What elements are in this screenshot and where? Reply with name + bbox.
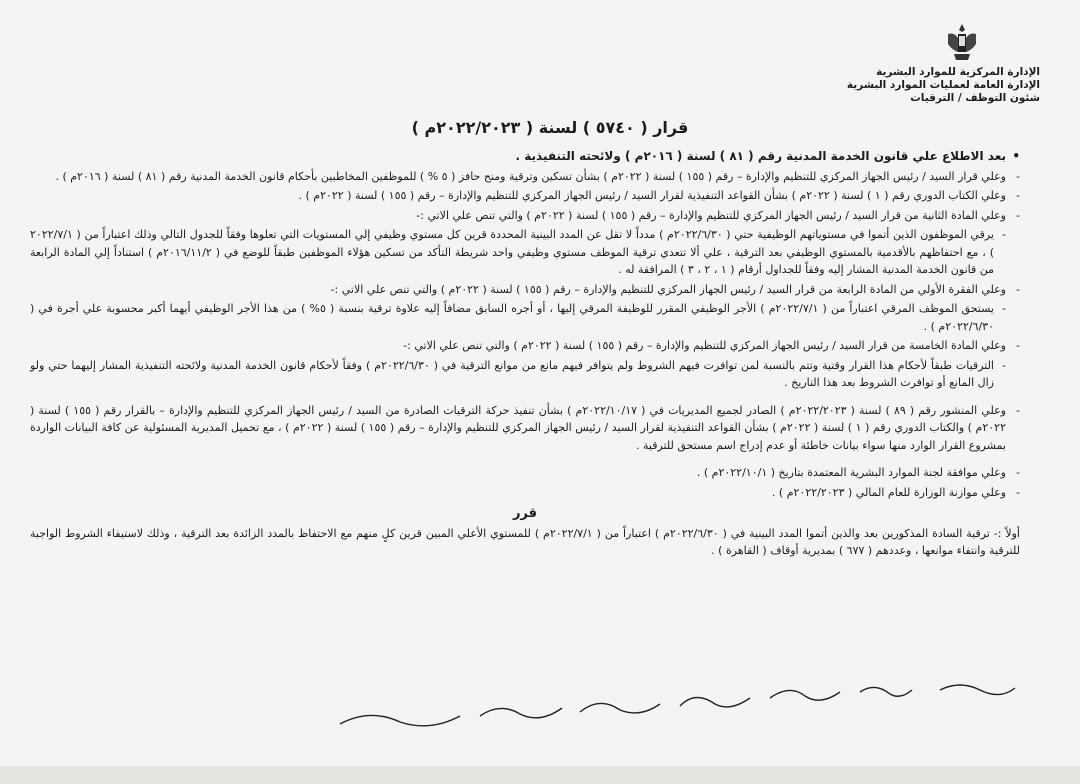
handwritten-signatures — [300, 678, 1020, 738]
page-bottom-edge — [0, 766, 1080, 784]
first-article: أولاً :- ترقية السادة المذكورين بعد والذين أتموا المدد البينية في ( ٢٠٢٢/٦/٣٠م ) اعتباراً من ( ٢٠٢٢/٧/١م ) للمستوي الأعلي المبين قرين كلٍ منهم مع الاحتفاظ بالمدد الزائدة بعد الترقية ، وذلك لاستيفاء الشروط الواجبة للترقية وانتفاء موانعها ، وعددهم ( ٦٧٧ ) بمديرية أوقاف ( القاهرة ) . — [30, 526, 1020, 557]
preamble-item: - وعلي الكتاب الدوري رقم ( ١ ) لسنة ( ٢٠٢٢م ) بشأن القواعد التنفيذية لقرار السيد / رئيس الجهاز المركزي للتنظيم والإدارة – رقم ( ١٥٥ ) لسنة ( ٢٠٢٢م ) . — [30, 187, 1020, 205]
eagle-emblem-icon — [944, 22, 980, 64]
article-5-text: - الترقيات طبقاً لأحكام هذا القرار وقتية وتتم بالنسبة لمن توافرت فيهم الشروط ولم يتوافر فيهم مانع من موانع الترقية في ( ٢٠٢٢/٦/٣٠م ) وفقاً لأحكام قانون الخدمة المدنية ولائحته التنفيذية المشار إليهما حتي ولو زال المانع أو توافرت الشروط بعد هذا التاريخ . — [30, 357, 1020, 392]
approval-item: - وعلي موافقة لجنة الموارد البشرية المعتمدة بتاريخ ( ٢٠٢٢/١٠/١م ) . — [30, 464, 1020, 482]
decree-title: قرار ( ٥٧٤٠ ) لسنة ( ٢٠٢٢/٢٠٢٣م ) — [411, 118, 689, 137]
article-4-text: - يستحق الموظف المرقي اعتباراً من ( ٢٠٢٢/٧/١م ) الأجر الوظيفي المقرر للوظيفة المرقي إليها ، أو أجره السابق مضافاً إليه علاوة ترقية بنسبة ( ٥% ) من هذا الأجر الوظيفي أيهما أكبر محسوبة علي أجرة في ( ٢٠٢٢/٦/٣٠م ) . — [30, 300, 1020, 335]
header-line: شئون التوظف / الترقيات — [910, 92, 1040, 104]
article-2-text: - يرقي الموظفون الذين أتموا في مستوياتهم الوظيفية حتي ( ٢٠٢٢/٦/٣٠م ) مدداً لا تقل عن المدد البينية المحددة قرين كل مستوي وظيفي إلي المستويات التي تعلوها وفقاً للجدول التالي وذلك اعتباراً من ( ٢٠٢٢/٧/١ ) ، مع احتفاظهم بالأقدمية بالمستوي الوظيفي بعد الترقية ، علي ألا تتعدي ترقية الموظف مستوي وظيفي واحد شريطة التأكد من تسكين هؤلاء الموظفين طبقاً للوضع في ( ٢٠١٦/١١/٢م ) استناداً إلي المادة الرابعة من قانون الخدمة المدنية المشار إليه وفقاً للجداول أرقام ( ١ ، ٢ ، ٣ ) المرافقة له . — [30, 226, 1020, 279]
circular-reference: - وعلي المنشور رقم ( ٨٩ ) لسنة ( ٢٠٢٢/٢٠٢٣م ) الصادر لجميع المديريات في ( ٢٠٢٢/١٠/١٧م ) بشأن تنفيذ حركة الترقيات الصادرة من السيد / رئيس الجهاز المركزي للتنظيم والإدارة – بالقرار رقم ( ١٥٥ ) لسنة ( ٢٠٢٢م ) والكتاب الدوري رقم ( ١ ) لسنة ( ٢٠٢٢م ) بشأن القواعد التنفيذية لقرار السيد / رئيس الجهاز المركزي للتنظيم والإدارة – رقم ( ١٥٥ ) لسنة ( ٢٠٢٢م ) ، مع تحميل المديرية المسئولية عن كافة البيانات الواردة بمشروع القرار الوارد منها سواء بيانات خاطئة أو عدم إدراج اسم مستحق للترقية . — [30, 402, 1020, 455]
preamble-item: - وعلي قرار السيد / رئيس الجهاز المركزي للتنظيم والإدارة – رقم ( ١٥٥ ) لسنة ( ٢٠٢٢م ) بشأن تسكين وترقية ومنح حافز ( ٥ % ) للموظفين المخاطبين بأحكام قانون الخدمة المدنية رقم ( ٨١ ) لسنة ( ٢٠١٦م ) . — [30, 168, 1020, 186]
decree-body — [30, 148, 1020, 560]
approval-item: - وعلي موازنة الوزارة للعام المالي ( ٢٠٢٢/٢٠٢٣م ) . — [30, 484, 1020, 502]
article-4-intro: - وعلي الفقرة الأولي من المادة الرابعة من قرار السيد / رئيس الجهاز المركزي للتنظيم والإدارة – رقم ( ١٥٥ ) لسنة ( ٢٠٢٢م ) والتي تنص علي الاتي :- — [30, 281, 1020, 299]
header-line: الإدارة المركزية للموارد البشرية — [876, 66, 1040, 78]
header-line: الإدارة العامة لعمليات الموارد البشرية — [846, 79, 1040, 91]
preamble-item: • بعد الاطلاع علي قانون الخدمة المدنية رقم ( ٨١ ) لسنة ( ٢٠١٦م ) ولائحته التنفيذية . — [30, 148, 1020, 166]
ministry-header — [847, 66, 1040, 105]
article-5-intro: - وعلي المادة الخامسة من قرار السيد / رئيس الجهاز المركزي للتنظيم والإدارة – رقم ( ١٥٥ ) لسنة ( ٢٠٢٢م ) والتي تنص علي الاتي :- — [30, 337, 1020, 355]
decision-heading: قرر — [512, 506, 538, 521]
preamble-item: - وعلي المادة الثانية من قرار السيد / رئيس الجهاز المركزي للتنظيم والإدارة – رقم ( ١٥٥ ) لسنة ( ٢٠٢٢م ) والتي تنص علي الاتي :- — [30, 207, 1020, 225]
